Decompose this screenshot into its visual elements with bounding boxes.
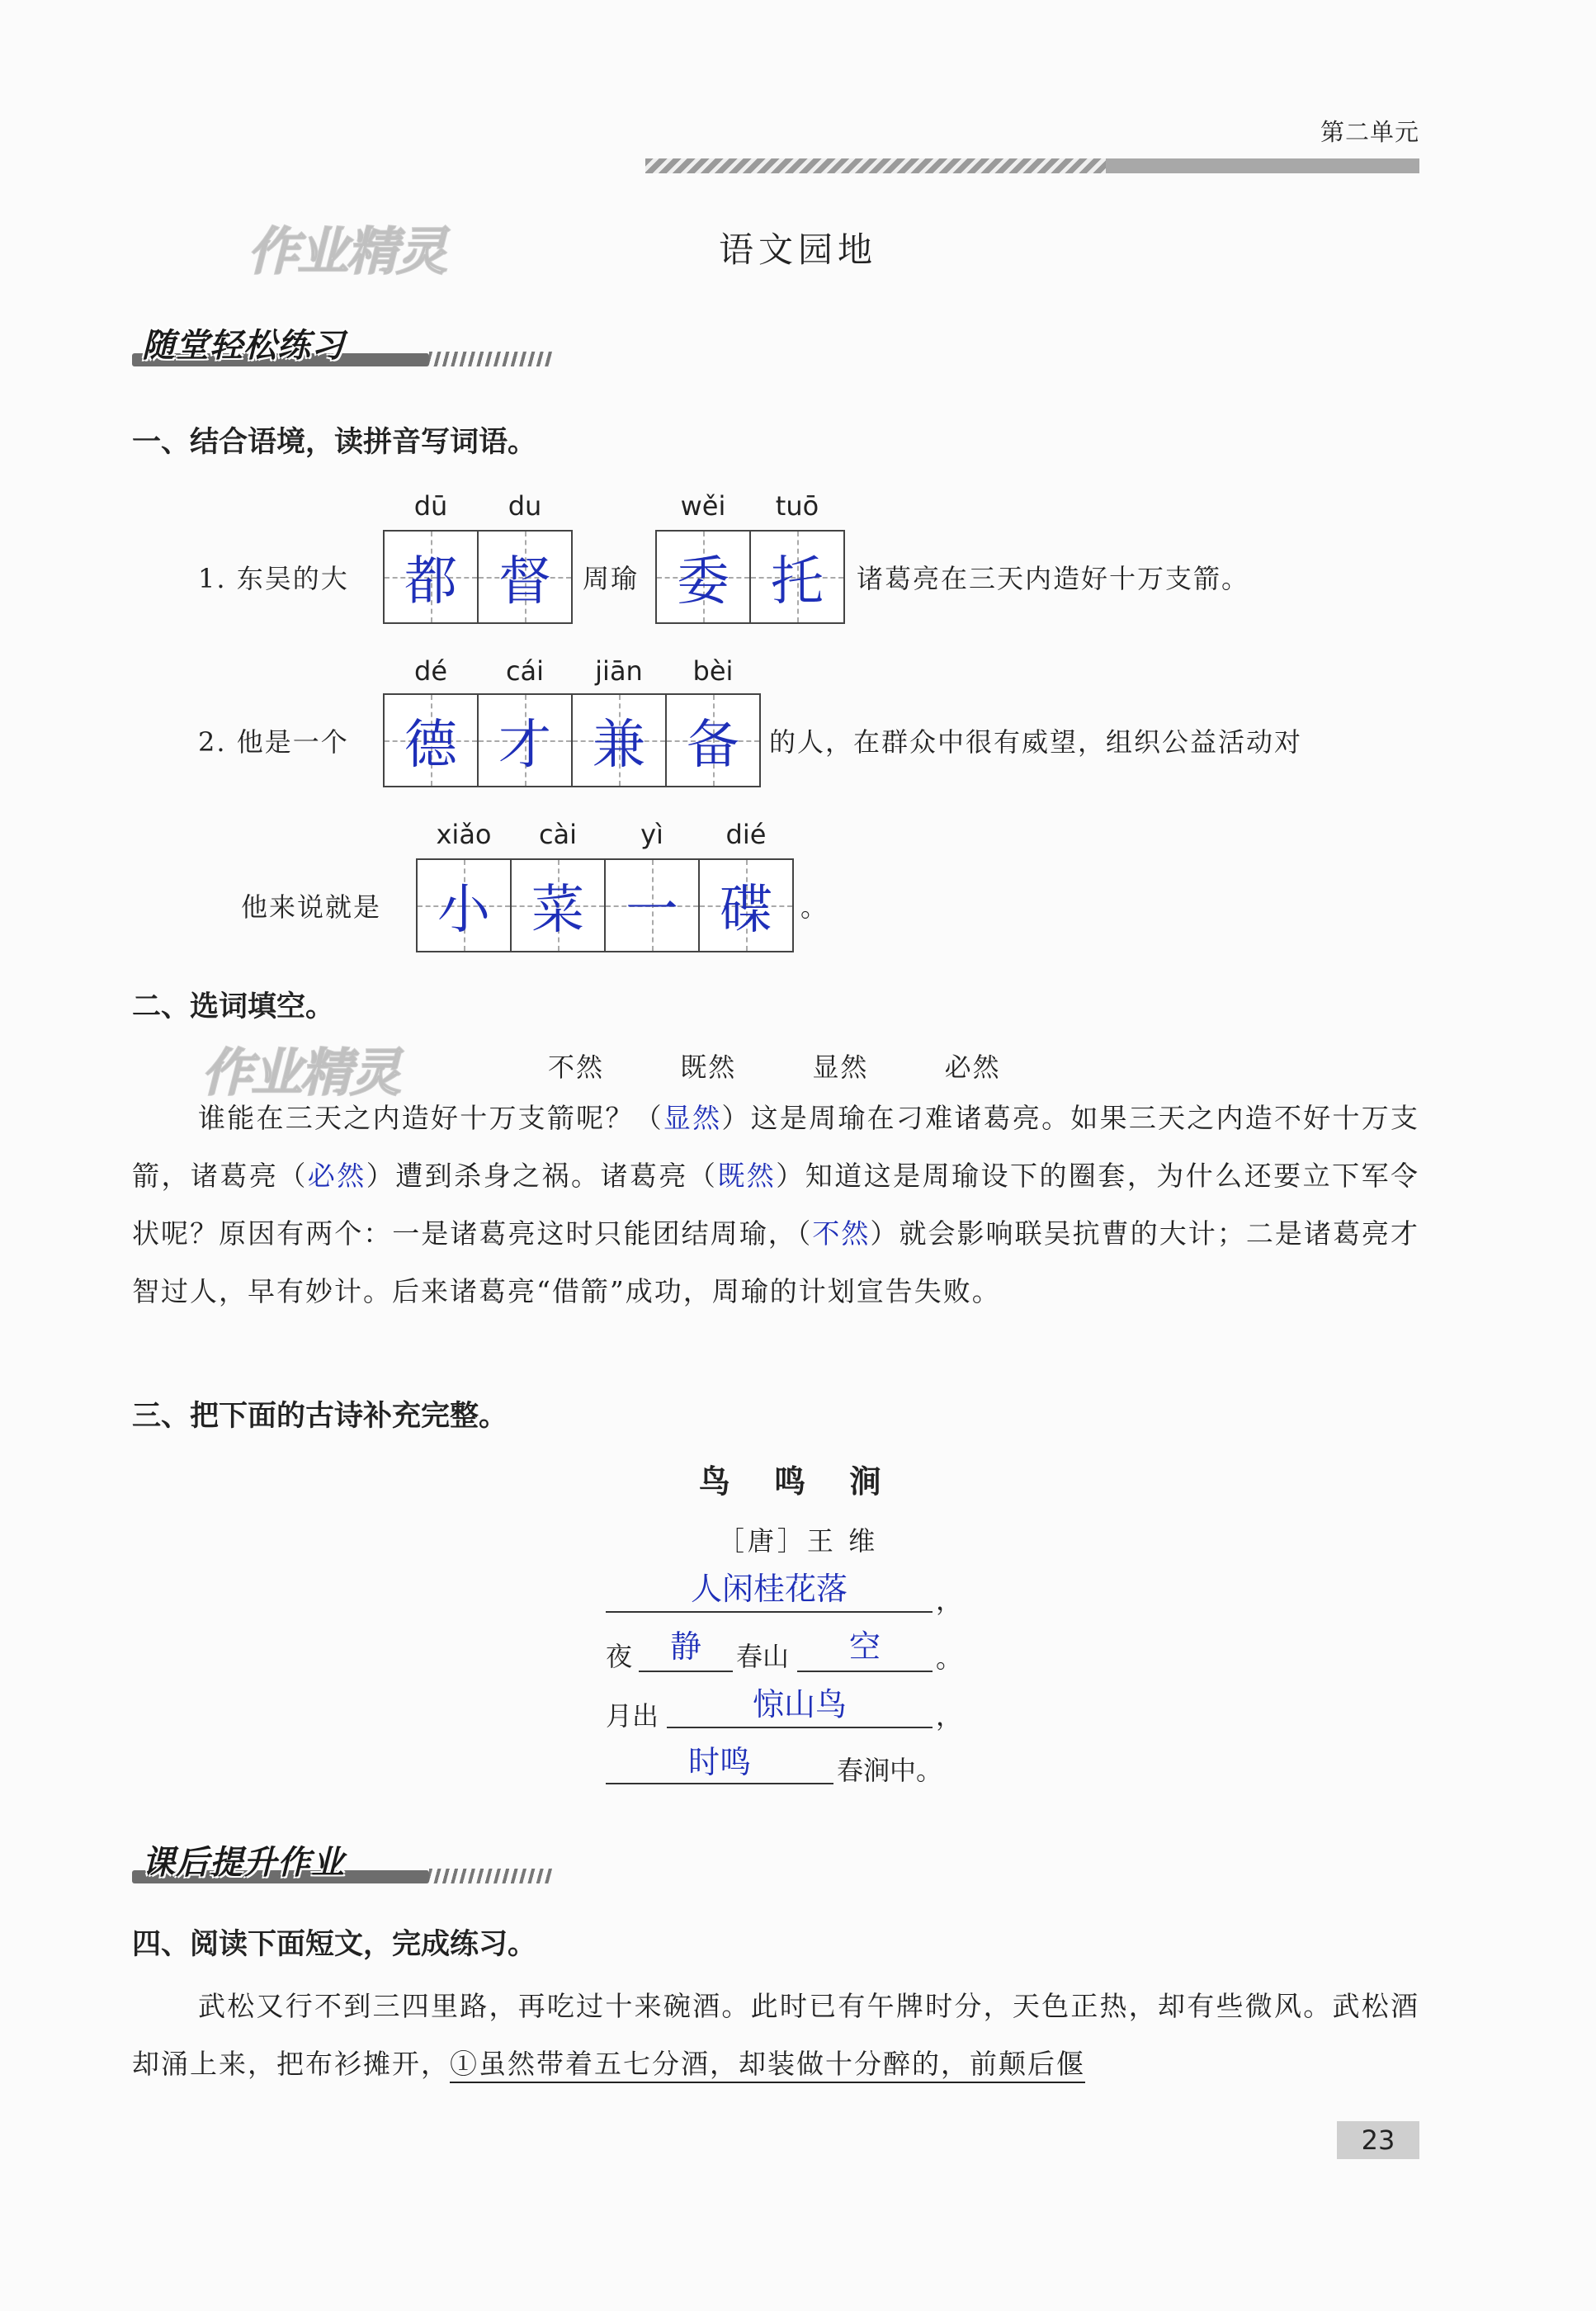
page-number: 23 (1337, 2121, 1419, 2159)
poem-text: 春涧中。 (837, 1755, 943, 1786)
answer-grid-word3 (383, 693, 761, 787)
poem-punct: ， (936, 1700, 963, 1732)
poem-author: ［唐］王 维 (717, 1525, 879, 1557)
answer-char: 德 (404, 715, 457, 776)
answer-char: 托 (771, 551, 824, 612)
q1-s2-suffix: 的人，在群众中很有威望，组织公益活动对 (769, 726, 1303, 758)
para-text: 谁能在三天之内造好十万支箭呢？（ (198, 1102, 663, 1134)
pinyin: cài (538, 819, 578, 850)
poem-text: 月出 (606, 1700, 659, 1732)
pinyin: yì (640, 819, 663, 850)
para-text: ）这是周瑜在刁难诸葛亮。如果三天之内造不好十万支箭，诸葛亮（ (132, 1102, 1420, 1192)
answer-char: 一 (626, 880, 678, 941)
answer-line (606, 1611, 933, 1613)
poem-answer: 惊山鸟 (752, 1686, 847, 1723)
answer-char: 才 (498, 715, 551, 776)
answer-cell (385, 695, 479, 786)
word-choices (548, 1047, 1067, 1085)
header-stripe (645, 158, 1419, 173)
answer-char: 兼 (593, 715, 645, 776)
q1-s3-suffix: 。 (800, 891, 829, 923)
answer-text: 显然 (663, 1102, 722, 1134)
answer-cell (667, 695, 759, 786)
para-text: ）就会影响联吴抗曹的大计；二是诸葛亮才智过人，早有妙计。后来诸葛亮“借箭”成功，周瑜的计划宣告失败。 (132, 1217, 1420, 1307)
watermark: 作业精灵 (201, 1042, 400, 1103)
poem-text: 春山 (736, 1641, 790, 1672)
pinyin: wěi (680, 490, 726, 522)
answer-cell (385, 532, 479, 622)
answer-line (797, 1671, 933, 1672)
q4-paragraph (132, 1978, 1419, 2093)
pinyin: cái (505, 655, 545, 687)
pinyin: dé (414, 655, 447, 687)
pinyin: bèi (692, 655, 734, 687)
answer-cell (751, 532, 843, 622)
poem-title: 鸟 鸣 涧 (698, 1463, 898, 1500)
para-text: 武松又行不到三四里路，再吃过十来碗酒。此时已有午牌时分，天色正热，却有些微风。武松酒却涌上来，把布衫摊开， (132, 1990, 1419, 2080)
q1-s1-prefix: 1. 东吴的大 (198, 563, 349, 594)
poem-text: 夜 (606, 1641, 633, 1672)
q1-s1-suffix: 诸葛亮在三天内造好十万支箭。 (857, 563, 1250, 594)
poem-answer: 静 (669, 1628, 701, 1665)
q1-s1-mid: 周瑜 (583, 563, 640, 594)
section-banner-practice (132, 328, 561, 366)
answer-text: 必然 (307, 1160, 366, 1192)
answer-cell (479, 532, 571, 622)
section-banner-homework-text: 课后提升作业 (142, 1844, 345, 1882)
watermark: 作业精灵 (248, 221, 446, 281)
q1-s2-prefix: 2. 他是一个 (198, 726, 349, 758)
answer-char: 碟 (720, 880, 772, 941)
answer-text: 既然 (717, 1160, 777, 1192)
section-banner-practice-text: 随堂轻松练习 (142, 327, 345, 365)
answer-cell (700, 860, 792, 951)
section-banner-homework (132, 1845, 561, 1883)
poem-punct: ， (936, 1585, 963, 1616)
answer-cell (573, 695, 667, 786)
poem-punct: 。 (936, 1642, 963, 1674)
pinyin: dié (725, 819, 767, 850)
q2-heading: 二、选词填空。 (132, 990, 335, 1023)
pinyin: jiān (595, 655, 643, 687)
unit-label: 第二单元 (1320, 118, 1419, 146)
underlined-sentence: ①虽然带着五七分酒，却装做十分醉的，前颠后偃 (450, 2048, 1085, 2083)
answer-line (606, 1783, 833, 1784)
answer-char: 委 (677, 551, 730, 612)
answer-text: 不然 (812, 1217, 871, 1250)
answer-cell (657, 532, 751, 622)
answer-char: 菜 (531, 880, 584, 941)
answer-grid-word2 (655, 530, 845, 624)
answer-cell (418, 860, 512, 951)
page-title: 语文园地 (718, 229, 877, 270)
answer-grid-word4 (416, 858, 794, 952)
q1-s3-prefix: 他来说就是 (241, 891, 382, 923)
answer-cell (479, 695, 573, 786)
pinyin: tuō (775, 490, 819, 522)
answer-cell (606, 860, 700, 951)
answer-char: 都 (404, 551, 457, 612)
poem-answer: 人闲桂花落 (690, 1571, 848, 1607)
para-text: ）知道这是周瑜设下的圈套，为什么还要立下军令状呢？原因有两个：一是诸葛亮这时只能团结周瑜，（ (132, 1160, 1420, 1250)
pinyin: xiǎo (436, 819, 492, 850)
poem-answer: 时鸣 (687, 1744, 751, 1780)
answer-line (639, 1671, 733, 1672)
pinyin: du (508, 490, 542, 522)
answer-cell (512, 860, 606, 951)
para-text: ）遭到杀身之祸。诸葛亮（ (366, 1160, 718, 1192)
answer-grid-word1 (383, 530, 573, 624)
choice-word: 既然 (680, 1052, 737, 1083)
answer-char: 督 (498, 551, 551, 612)
q4-heading: 四、阅读下面短文，完成练习。 (132, 1928, 537, 1961)
answer-char: 小 (437, 880, 490, 941)
answer-line (667, 1727, 933, 1728)
poem-answer: 空 (848, 1628, 881, 1665)
choice-word: 不然 (548, 1052, 605, 1083)
q1-heading: 一、结合语境，读拼音写词语。 (132, 426, 537, 459)
q2-paragraph (132, 1089, 1419, 1321)
q3-heading: 三、把下面的古诗补充完整。 (132, 1400, 508, 1433)
pinyin: dū (413, 490, 448, 522)
answer-char: 备 (687, 715, 739, 776)
choice-word: 必然 (944, 1052, 1001, 1083)
choice-word: 显然 (812, 1052, 869, 1083)
